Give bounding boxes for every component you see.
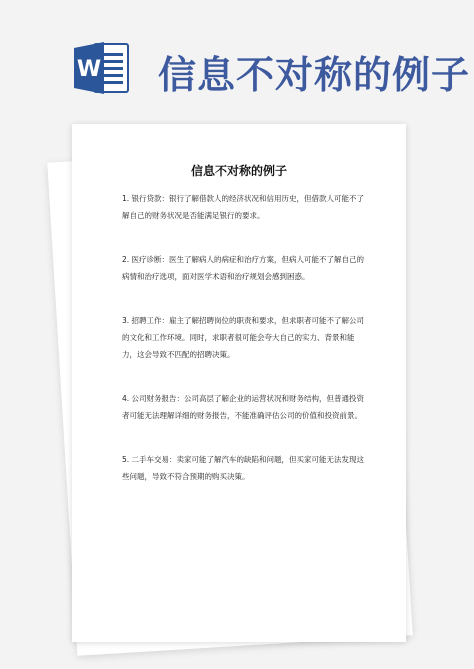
svg-text:W: W	[76, 57, 102, 82]
list-item: 4. 公司财务报告：公司高层了解企业的运营状况和财务结构，但普通投资者可能无法理解详细的财务报告，不能准确评估公司的价值和投资前景。	[122, 394, 365, 420]
list-item: 3. 招聘工作：雇主了解招聘岗位的职责和要求，但求职者可能不了解公司的文化和工作环境。同时，求职者很可能会夸大自己的实力、背景和能力，这会导致不匹配的招聘决策。	[122, 316, 365, 359]
list-item: 1. 银行贷款：银行了解借款人的经济状况和信用历史，但借款人可能不了解自己的财务状况是否能满足银行的要求。	[122, 194, 365, 220]
header-title: 信息不对称的例子	[158, 53, 471, 97]
list-item: 5. 二手车交易：卖家可能了解汽车的缺陷和问题，但买家可能无法发现这些问题，导致不符合预期的购买决策。	[122, 455, 365, 481]
document-title: 信息不对称的例子	[190, 164, 287, 178]
header-banner	[0, 0, 474, 118]
document-page	[72, 124, 406, 642]
list-item: 2. 医疗诊断：医生了解病人的病症和治疗方案，但病人可能不了解自己的病情和治疗选项，面对医学术语和治疗规划会感到困惑。	[122, 255, 365, 281]
word-document-icon	[72, 40, 130, 96]
document-body	[122, 190, 368, 512]
